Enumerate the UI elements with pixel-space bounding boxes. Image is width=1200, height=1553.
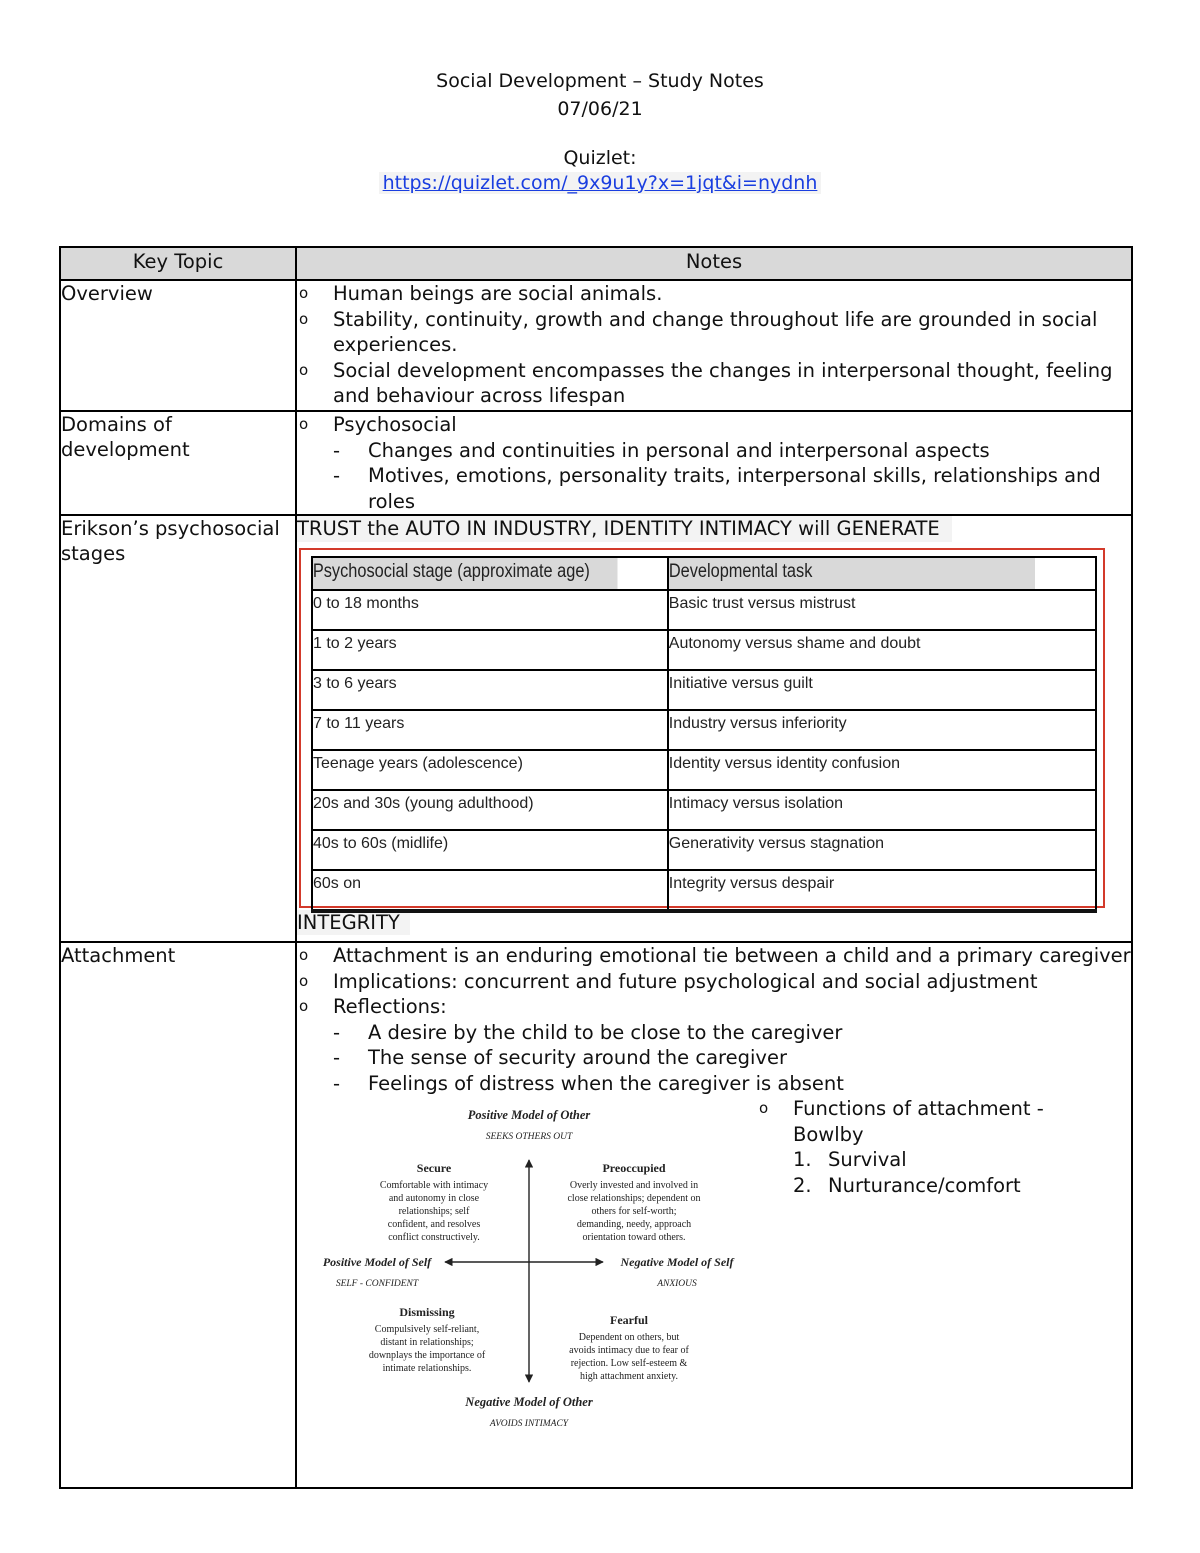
list-item: - Changes and continuities in personal and interpersonal aspects <box>297 438 1131 464</box>
page-title: Social Development – Study Notes <box>436 70 764 92</box>
label-bottom: Negative Model of Other <box>465 1395 593 1409</box>
list-item: o Human beings are social animals. <box>297 281 1131 307</box>
stage-task: Basic trust versus mistrust <box>668 590 1096 630</box>
secure-line: conflict constructively. <box>388 1232 480 1243</box>
stage-age: 60s on <box>312 870 668 911</box>
list-item: o Attachment is an enduring emotional tie between a child and a primary caregiver <box>297 943 1131 969</box>
function-text: Nurturance/comfort <box>828 1173 1021 1197</box>
stage-task: Intimacy versus isolation <box>668 790 1096 830</box>
secure-title: Secure <box>416 1161 452 1175</box>
preoccupied-line: orientation toward others. <box>582 1232 686 1243</box>
table-row <box>312 630 1096 670</box>
erikson-mnemonic: TRUST the AUTO IN INDUSTRY, IDENTITY INTIMACY will GENERATE <box>297 516 952 542</box>
fearful-title: Fearful <box>610 1313 648 1327</box>
key-overview: Overview <box>60 280 296 411</box>
reflections-list <box>297 1020 1131 1097</box>
table-row <box>312 710 1096 750</box>
fearful-line: rejection. Low self-esteem & <box>570 1358 688 1369</box>
task-header: Developmental task <box>668 557 1036 590</box>
col-header-notes: Notes <box>296 247 1132 280</box>
domains-sub-list <box>297 438 1131 515</box>
table-row <box>312 590 1096 630</box>
table-row <box>312 870 1096 911</box>
dismissing-line: downplays the importance of <box>368 1350 486 1361</box>
list-item: o Implications: concurrent and future psychological and social adjustment <box>297 969 1131 995</box>
list-item: 1. Survival <box>793 1148 907 1171</box>
quizlet-label: Quizlet: <box>563 147 637 169</box>
stage-task: Industry versus inferiority <box>668 710 1096 750</box>
stage-age: 7 to 11 years <box>312 710 668 750</box>
table-row <box>312 670 1096 710</box>
stage-header: Psychosocial stage (approximate age) <box>312 557 618 590</box>
label-top-sub: SEEKS OTHERS OUT <box>485 1132 573 1142</box>
preoccupied-line: demanding, needy, approach <box>576 1219 692 1230</box>
secure-line: confident, and resolves <box>387 1219 481 1230</box>
preoccupied-line: close relationships; dependent on <box>567 1193 701 1204</box>
fearful-line: high attachment anxiety. <box>580 1371 678 1382</box>
list-item: - Motives, emotions, personality traits, interpersonal skills, relationships and roles <box>297 463 1131 514</box>
table-row <box>312 830 1096 870</box>
stage-age: 1 to 2 years <box>312 630 668 670</box>
functions-block <box>757 1096 1077 1198</box>
stage-age: 20s and 30s (young adulthood) <box>312 790 668 830</box>
domains-list <box>297 412 1131 438</box>
secure-line: Comfortable with intimacy <box>379 1180 489 1191</box>
list-item: o Reflections: <box>297 994 1131 1020</box>
preoccupied-title: Preoccupied <box>602 1161 666 1175</box>
col-header-key-topic: Key Topic <box>60 247 296 280</box>
key-attachment: Attachment <box>60 942 296 1488</box>
secure-line: and autonomy in close <box>388 1193 480 1204</box>
list-item: o Psychosocial <box>297 412 1131 438</box>
table-row <box>312 750 1096 790</box>
dismissing-line: intimate relationships. <box>382 1363 472 1374</box>
erikson-stages-figure <box>299 548 1105 908</box>
key-domains: Domains of development <box>60 411 296 515</box>
key-erikson: Erikson’s psychosocial stages <box>60 515 296 942</box>
list-item: o Stability, continuity, growth and change throughout life are grounded in social experiences. <box>297 307 1131 358</box>
overview-list <box>297 281 1131 409</box>
label-right: Negative Model of Self <box>620 1255 734 1269</box>
stage-age: 0 to 18 months <box>312 590 668 630</box>
quizlet-link[interactable]: https://quizlet.com/_9x9u1y?x=1jqt&i=nydnh <box>379 172 822 194</box>
stage-age: 40s to 60s (midlife) <box>312 830 668 870</box>
list-item: - The sense of security around the caregiver <box>297 1045 1131 1071</box>
secure-line: relationships; self <box>398 1206 470 1217</box>
integrity-note: INTEGRITY <box>297 910 410 936</box>
fearful-line: Dependent on others, but <box>578 1332 680 1343</box>
stage-task: Integrity versus despair <box>668 870 1096 911</box>
list-item: o Social development encompasses the changes in interpersonal thought, feeling and behaviour across lifespan <box>297 358 1131 409</box>
label-top: Positive Model of Other <box>467 1108 591 1122</box>
function-text: Survival <box>828 1148 907 1171</box>
stage-task: Identity versus identity confusion <box>668 750 1096 790</box>
attachment-styles-diagram <box>297 1096 767 1438</box>
attachment-list <box>297 943 1131 1020</box>
preoccupied-line: others for self-worth; <box>591 1206 677 1217</box>
list-item: - A desire by the child to be close to the caregiver <box>297 1020 1131 1046</box>
list-item: - Feelings of distress when the caregiver is absent <box>297 1071 1131 1097</box>
dismissing-line: distant in relationships; <box>380 1337 474 1348</box>
table-row <box>312 790 1096 830</box>
dismissing-title: Dismissing <box>399 1305 455 1319</box>
preoccupied-line: Overly invested and involved in <box>569 1180 699 1191</box>
label-bottom-sub: AVOIDS INTIMACY <box>489 1419 569 1429</box>
list-item: o Functions of attachment - Bowlby <box>757 1096 1077 1147</box>
label-left-sub: SELF - CONFIDENT <box>335 1279 419 1289</box>
page-date: 07/06/21 <box>557 98 643 120</box>
stage-age: 3 to 6 years <box>312 670 668 710</box>
stage-task: Generativity versus stagnation <box>668 830 1096 870</box>
stage-age: Teenage years (adolescence) <box>312 750 668 790</box>
dismissing-line: Compulsively self-reliant, <box>374 1324 480 1335</box>
label-left: Positive Model of Self <box>322 1255 432 1269</box>
list-item: 2. Nurturance/comfort <box>793 1173 1021 1197</box>
stage-task: Initiative versus guilt <box>668 670 1096 710</box>
label-right-sub: ANXIOUS <box>657 1279 697 1289</box>
fearful-line: avoids intimacy due to fear of <box>569 1345 689 1356</box>
stage-task: Autonomy versus shame and doubt <box>668 630 1096 670</box>
notes-table <box>59 246 1133 1489</box>
